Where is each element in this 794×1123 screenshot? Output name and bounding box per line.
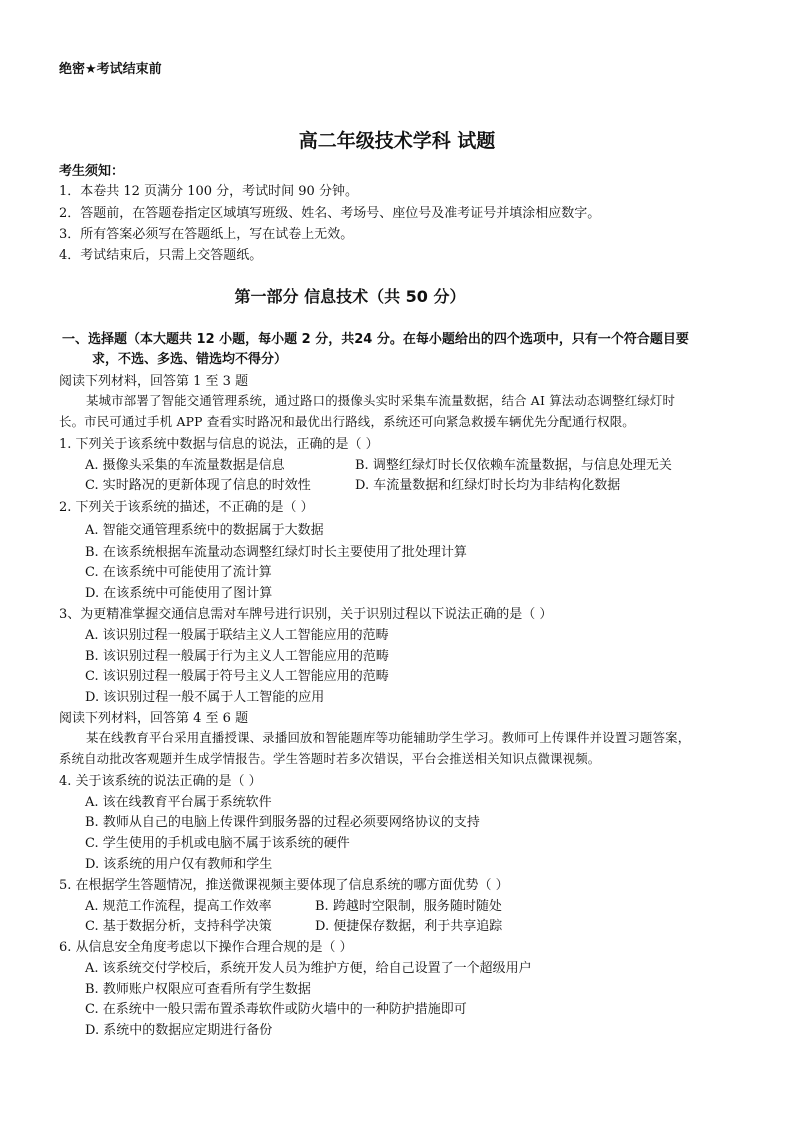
option-c: C. 学生使用的手机或电脑不属于该系统的硬件 [85, 836, 350, 851]
option-a: A. 规范工作流程，提高工作效率 [85, 899, 272, 914]
material-text: 某城市部署了智能交通管理系统，通过路口的摄像头实时采集车流量数据，结合 AI 算法动态调整红绿灯时 [86, 393, 676, 408]
section-heading-cont: 求，不选、多选、错选均不得分） [92, 352, 288, 367]
material-text: 某在线教育平台采用直播授课、录播回放和智能题库等功能辅助学生学习。教师可上传课件并设置习题答案， [86, 730, 691, 745]
option-a: A. 该识别过程一般属于联结主义人工智能应用的范畴 [85, 628, 389, 643]
option-d: D. 车流量数据和红绿灯时长均为非结构化数据 [355, 478, 621, 493]
option-a: A. 智能交通管理系统中的数据属于大数据 [85, 523, 324, 538]
option-c: C. 在该系统中可能使用了流计算 [85, 565, 272, 580]
material-text: 长。市民可通过手机 APP 查看实时路况和最优出行路线，系统还可向紧急救援车辆优先分配通行权限。 [59, 414, 635, 429]
question-stem: 1. 下列关于该系统中数据与信息的说法，正确的是（ ） [59, 437, 379, 452]
option-d: D. 便捷保存数据，利于共享追踪 [315, 919, 503, 934]
notice-heading: 考生须知： [59, 164, 125, 179]
material-text: 系统自动批改客观题并生成学情报告。学生答题时若多次错误，平台会推送相关知识点微课视频。 [59, 751, 601, 766]
option-b: B. 在该系统根据车流量动态调整红绿灯时长主要使用了批处理计算 [85, 545, 467, 560]
option-c: C. 实时路况的更新体现了信息的时效性 [85, 478, 311, 493]
option-d: D. 系统中的数据应定期进行备份 [85, 1023, 273, 1038]
question-stem: 2. 下列关于该系统的描述，不正确的是（ ） [59, 500, 314, 515]
option-b: B. 调整红绿灯时长仅依赖车流量数据，与信息处理无关 [355, 458, 672, 473]
page-title: 高二年级技术学科 试题 [298, 130, 496, 152]
question-stem: 4. 关于该系统的说法正确的是（ ） [59, 774, 262, 789]
option-d: D. 该系统的用户仅有教师和学生 [85, 857, 273, 872]
option-d: D. 该识别过程一般不属于人工智能的应用 [85, 690, 325, 705]
confidential-label: 绝密★考试结束前 [59, 62, 162, 77]
question-stem: 6. 从信息安全角度考虑以下操作合理合规的是（ ） [59, 940, 353, 955]
material-intro: 阅读下列材料，回答第 1 至 3 题 [59, 374, 249, 389]
notice-item: 3．所有答案必须写在答题纸上，写在试卷上无效。 [59, 227, 354, 242]
option-b: B. 跨越时空限制，服务随时随处 [315, 899, 502, 914]
option-c: C. 基于数据分析，支持科学决策 [85, 919, 272, 934]
notice-item: 1．本卷共 12 页满分 100 分，考试时间 90 分钟。 [59, 184, 358, 199]
option-a: A. 摄像头采集的车流量数据是信息 [85, 458, 285, 473]
question-stem: 3、为更精准掌握交通信息需对车牌号进行识别，关于识别过程以下说法正确的是（ ） [59, 607, 553, 622]
option-b: B. 教师账户权限应可查看所有学生数据 [85, 982, 311, 997]
question-stem: 5. 在根据学生答题情况，推送微课视频主要体现了信息系统的哪方面优势（ ） [59, 878, 509, 893]
material-intro: 阅读下列材料，回答第 4 至 6 题 [59, 711, 249, 726]
option-a: A. 该系统交付学校后，系统开发人员为维护方便，给自己设置了一个超级用户 [85, 961, 532, 976]
notice-item: 4．考试结束后，只需上交答题纸。 [59, 248, 263, 263]
option-c: C. 在系统中一般只需布置杀毒软件或防火墙中的一种防护措施即可 [85, 1002, 467, 1017]
option-d: D. 在该系统中可能使用了图计算 [85, 586, 273, 601]
option-c: C. 该识别过程一般属于符号主义人工智能应用的范畴 [85, 669, 389, 684]
notice-item: 2．答题前，在答题卷指定区域填写班级、姓名、考场号、座位号及准考证号并填涂相应数字。 [59, 206, 601, 221]
part-heading: 第一部分 信息技术（共 50 分） [234, 287, 466, 306]
option-b: B. 该识别过程一般属于行为主义人工智能应用的范畴 [85, 649, 389, 664]
option-b: B. 教师从自己的电脑上传课件到服务器的过程必须要网络协议的支持 [85, 815, 480, 830]
option-a: A. 该在线教育平台属于系统软件 [85, 795, 272, 810]
section-heading: 一、选择题（本大题共 12 小题，每小题 2 分，共24 分。在每小题给出的四个选项中，只有一个符合题目要 [62, 332, 689, 347]
